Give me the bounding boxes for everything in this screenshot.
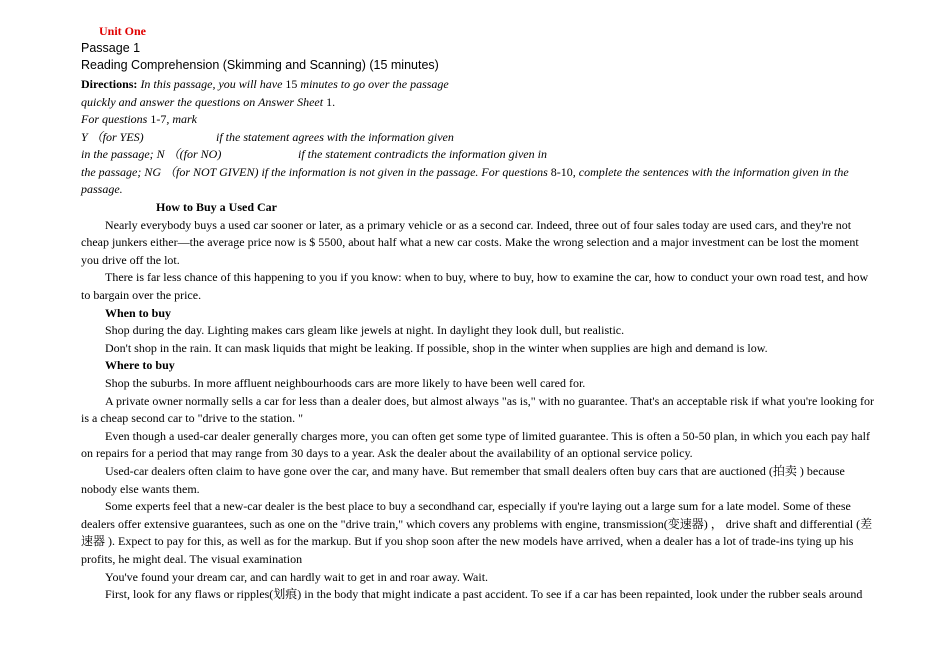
directions-text: minutes to go over the passage bbox=[297, 77, 449, 91]
directions-number: 8-10 bbox=[550, 165, 573, 179]
body-line: Shop the suburbs. In more affluent neighbourhoods cars are more likely to have been well cared for. bbox=[105, 376, 586, 390]
mark-no: in the passage; N （(for NO) bbox=[81, 147, 222, 161]
directions-text: , mark bbox=[166, 112, 198, 126]
mark-yes-meaning: if the statement agrees with the information given bbox=[216, 130, 454, 144]
body-line: on repairs for a period that may range from 30 days to a year. Ask the dealer about the availability of an optional service policy. bbox=[81, 446, 693, 460]
body-line: You've found your dream car, and can hardly wait to get in and roar away. Wait. bbox=[105, 570, 489, 584]
body-line: 速器 ). Expect to pay for this, as well as for the markup. But if you shop soon after the new models have arrived, when a dealer has a lot of trade-ins tying up his bbox=[81, 534, 854, 548]
body-line: Don't shop in the rain. It can mask liquids that might be leaking. If possible, shop in the winter when supplies are high and demand is low. bbox=[105, 341, 768, 355]
directions-text: In this passage, you will have bbox=[140, 77, 286, 91]
body-line: Used-car dealers often claim to have gone over the car, and many have. But remember that small dealers often buy cars that are auctioned (拍卖 ) because bbox=[105, 464, 845, 478]
body-line: to bargain over the price. bbox=[81, 288, 202, 302]
subheading-where-to-buy: Where to buy bbox=[105, 358, 175, 372]
directions-line-7: passage. bbox=[81, 182, 123, 196]
body-line: nobody else wants them. bbox=[81, 482, 200, 496]
mark-no-meaning: if the statement contradicts the information given in bbox=[298, 147, 547, 161]
body-line: dealers offer extensive guarantees, such as one on the "drive train," which covers any problems with engine, transmission(变速器) ， drive shaft and differential (差 bbox=[81, 517, 873, 531]
answer-sheet-ref: Answer Sheet bbox=[258, 95, 324, 109]
directions-text: , complete the sentences with the information given in the bbox=[572, 165, 849, 179]
body-line: A private owner normally sells a car for less than a dealer does, but almost always "as is," with no guarantee. That's an acceptable risk if what you're looking for bbox=[105, 394, 875, 408]
body-line: There is far less chance of this happening to you if you know: when to buy, where to buy, how to examine the car, how to conduct your own road test, and how bbox=[105, 270, 869, 284]
directions-line-3 bbox=[81, 111, 871, 129]
directions-text: quickly and answer the questions on bbox=[81, 95, 259, 109]
body-line: profits, he might deal. The visual examination bbox=[81, 552, 303, 566]
directions-text: For questions bbox=[81, 112, 151, 126]
directions-label: Directions: bbox=[81, 77, 138, 91]
directions-number: 1-7 bbox=[150, 112, 167, 126]
section-heading: Reading Comprehension (Skimming and Scanning) (15 minutes) bbox=[81, 58, 439, 72]
directions-line-4 bbox=[81, 129, 871, 147]
directions-line-5 bbox=[81, 146, 871, 164]
mark-yes: Y （for YES) bbox=[81, 130, 144, 144]
directions-line-6 bbox=[81, 164, 871, 182]
article-title: How to Buy a Used Car bbox=[156, 200, 278, 214]
body-line: cheap junkers either—the average price now is $ 5500, about half what a new car costs. Make the wrong selection and a major investment can be lost the moment bbox=[81, 235, 859, 249]
body-line: First, look for any flaws or ripples(划痕) in the body that might indicate a past accident. To see if a car has been repainted, look under the rubber seals around bbox=[105, 587, 863, 601]
directions-number: 1. bbox=[323, 95, 336, 109]
body-line: Nearly everybody buys a used car sooner or later, as a primary vehicle or as a second car. Indeed, three out of four sales today are used cars, and they're not bbox=[105, 218, 852, 232]
unit-heading: Unit One bbox=[99, 24, 147, 38]
passage-label: Passage 1 bbox=[81, 41, 141, 55]
body-line: you drive off the lot. bbox=[81, 253, 180, 267]
directions-number: 15 bbox=[285, 77, 298, 91]
subheading-when-to-buy: When to buy bbox=[105, 306, 172, 320]
directions-line-1 bbox=[81, 76, 871, 94]
body-line: is a cheap second car to "drive to the station. " bbox=[81, 411, 304, 425]
directions-text: the passage; NG （for NOT GIVEN) if the information is not given in the passage. For questions bbox=[81, 165, 551, 179]
body-line: Some experts feel that a new-car dealer is the best place to buy a secondhand car, especially if you're laying out a large sum for a late model. Some of these bbox=[105, 499, 851, 513]
body-line: Even though a used-car dealer generally charges more, you can often get some type of limited guarantee. This is often a 50-50 plan, in which you each pay half bbox=[105, 429, 870, 443]
body-line: Shop during the day. Lighting makes cars gleam like jewels at night. In daylight they look dull, but realistic. bbox=[105, 323, 625, 337]
directions-line-2 bbox=[81, 94, 871, 112]
